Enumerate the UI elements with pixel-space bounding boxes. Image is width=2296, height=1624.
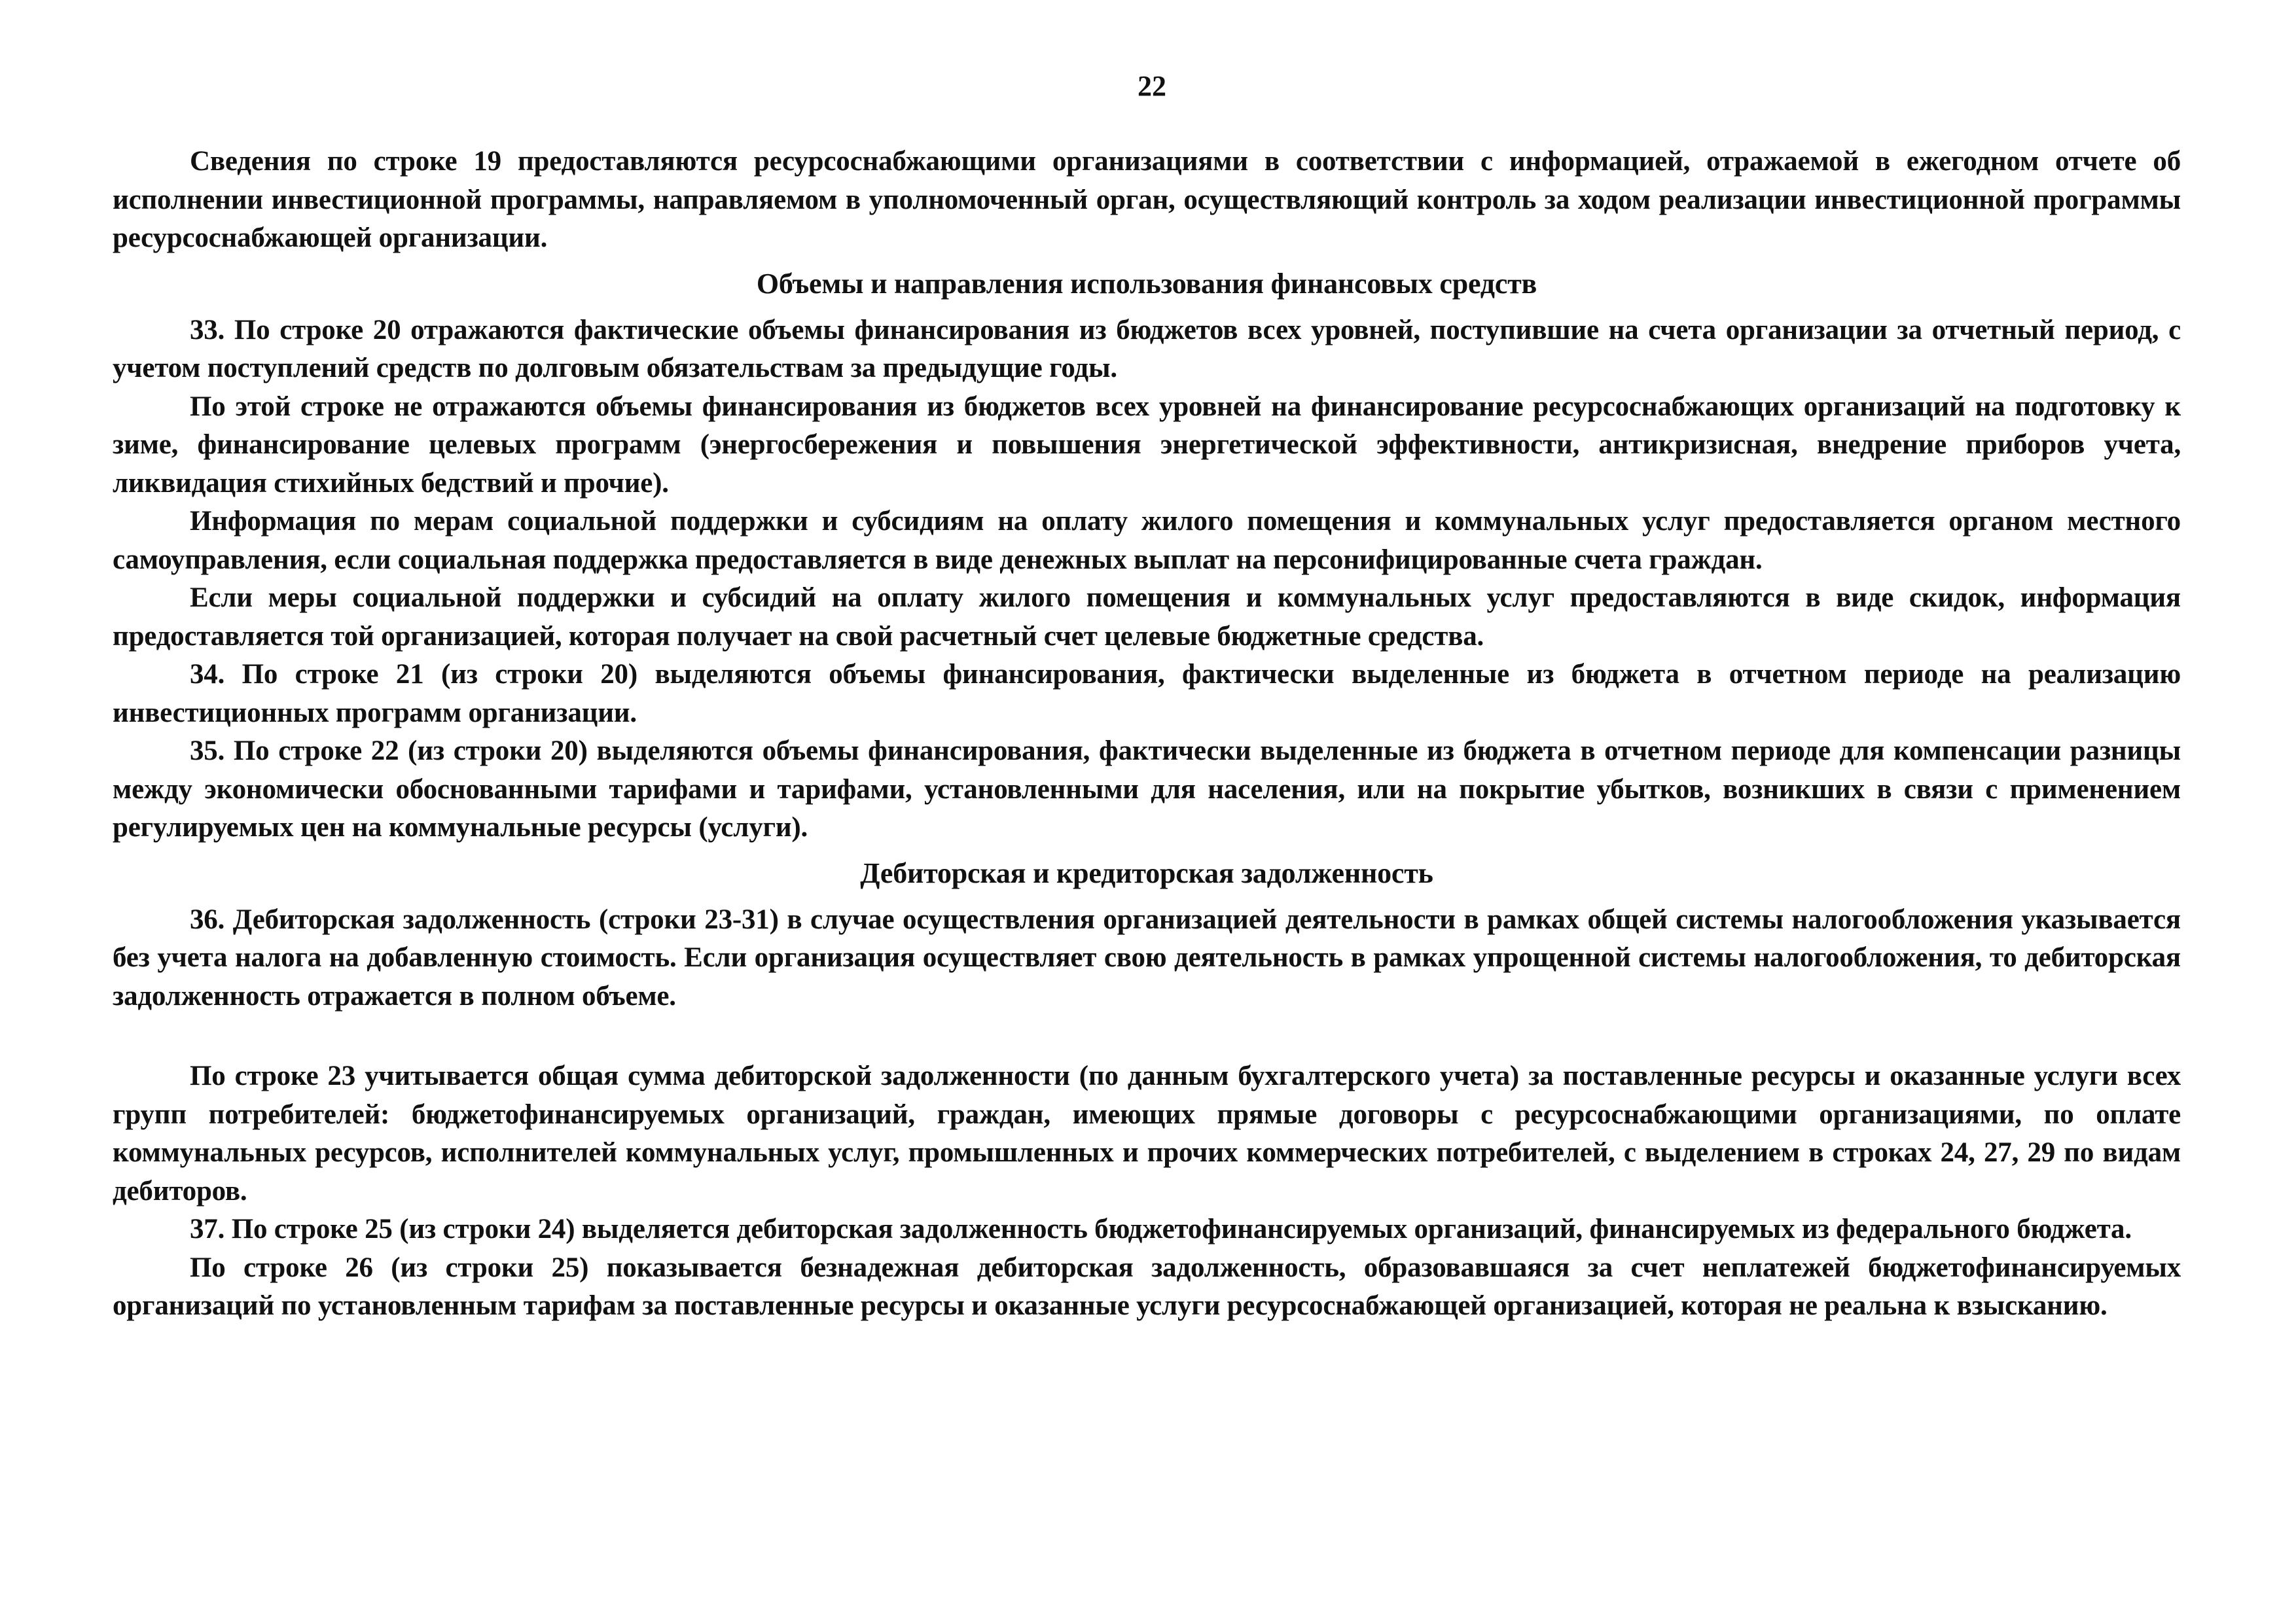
page-number: 22 <box>1138 70 1166 102</box>
paragraph-37-continued: По строке 26 (из строки 25) показывается безнадежная дебиторская задолженность, образовавшаяся за счет неплатежей бюджетофинансируемых организаций по установленным тарифам за поставленные ресурсы и оказанные услуги ресурсоснабжающей организацией, которая не реальна к взысканию. <box>113 1252 2181 1321</box>
paragraph-33-continued-2: Информация по мерам социальной поддержки и субсидиям на оплату жилого помещения и коммунальных услуг предоставляется органом местного самоуправления, если социальная поддержка предоставляется в виде денежных выплат на персонифицированные счета граждан. <box>113 506 2181 575</box>
paragraph-33-continued-1: По этой строке не отражаются объемы финансирования из бюджетов всех уровней на финансирование ресурсоснабжающих организаций на подготовку к зиме, финансирование целевых программ (энергосбережения и повышения энергетической эффективности, антикризисная, внедрение приборов учета, ликвидация стихийных бедствий и прочие). <box>113 391 2181 499</box>
section-heading-financing: Объемы и направления использования финансовых средств <box>756 267 1537 300</box>
paragraph-35: 35. По строке 22 (из строки 20) выделяются объемы финансирования, фактически выделенные из бюджета в отчетном периоде для компенсации разницы между экономически обоснованными тарифами и тарифами, установленными для населения, или на покрытие убытков, возникших в связи с применением регулируемых цен на коммунальные ресурсы (услуги). <box>113 735 2181 843</box>
document-body <box>113 143 2181 1326</box>
intro-paragraph: Сведения по строке 19 предоставляются ресурсоснабжающими организациями в соответствии с информацией, отражаемой в ежегодном отчете об исполнении инвестиционной программы, направляемом в уполномоченный орган, осуществляющий контроль за ходом реализации инвестиционной программы ресурсоснабжающей организации. <box>113 146 2181 253</box>
paragraph-36: 36. Дебиторская задолженность (строки 23-31) в случае осуществления организацией деятельности в рамках общей системы налогообложения указывается без учета налога на добавленную стоимость. Если организация осуществляет свою деятельность в рамках упрощенной системы налогообложения, то дебиторская задолженность отражается в полном объеме. <box>113 904 2181 1012</box>
paragraph-33-continued-3: Если меры социальной поддержки и субсидий на оплату жилого помещения и коммунальных услуг предоставляются в виде скидок, информация предоставляется той организацией, которая получает на свой расчетный счет целевые бюджетные средства. <box>113 582 2181 652</box>
paragraph-34: 34. По строке 21 (из строки 20) выделяются объемы финансирования, фактически выделенные из бюджета в отчетном периоде на реализацию инвестиционных программ организации. <box>113 659 2181 728</box>
paragraph-37: 37. По строке 25 (из строки 24) выделяется дебиторская задолженность бюджетофинансируемых организаций, финансируемых из федерального бюджета. <box>190 1214 2132 1244</box>
section-heading-receivables-payables: Дебиторская и кредиторская задолженность <box>860 856 1433 889</box>
paragraph-36-continued: По строке 23 учитывается общая сумма дебиторской задолженности (по данным бухгалтерского учета) за поставленные ресурсы и оказанные услуги всех групп потребителей: бюджетофинансируемых организаций, граждан, имеющих прямые договоры с ресурсоснабжающими организациями, по оплате коммунальных ресурсов, исполнителей коммунальных услуг, промышленных и прочих коммерческих потребителей, с выделением в строках 24, 27, 29 по видам дебиторов. <box>113 1061 2181 1207</box>
paragraph-33: 33. По строке 20 отражаются фактические объемы финансирования из бюджетов всех уровней, поступившие на счета организации за отчетный период, с учетом поступлений средств по долговым обязательствам за предыдущие годы. <box>113 314 2181 383</box>
paragraph-gap <box>113 1015 2181 1057</box>
